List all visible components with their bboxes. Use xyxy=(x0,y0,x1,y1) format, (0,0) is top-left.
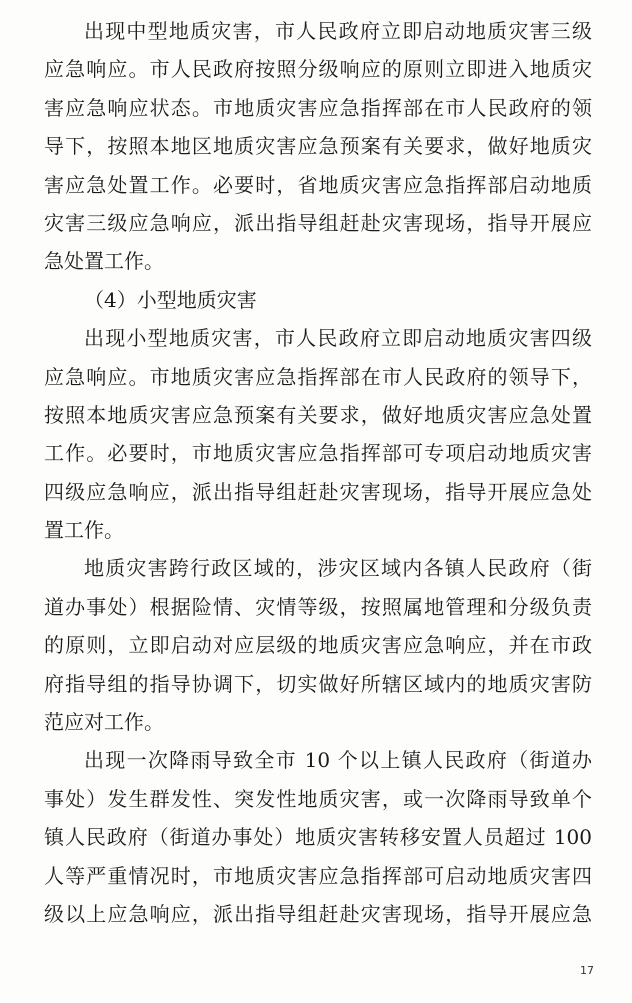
page-number: 17 xyxy=(580,964,594,977)
text-line: 急处置工作。 xyxy=(44,249,164,274)
text-line: 按照本地质灾害应急预案有关要求，做好地质灾害应急处置 xyxy=(44,402,592,427)
text-line: 工作。必要时，市地质灾害应急指挥部可专项启动地质灾害 xyxy=(44,441,592,466)
text-line: 出现一次降雨导致全市 10 个以上镇人民政府（街道办 xyxy=(84,748,592,773)
text-line: 应急响应。市地质灾害应急指挥部在市人民政府的领导下， xyxy=(44,364,592,389)
text-line: 事处）发生群发性、突发性地质灾害，或一次降雨导致单个 xyxy=(44,786,592,811)
section-heading: （4）小型地质灾害 xyxy=(84,287,257,312)
text-line: 害应急响应状态。市地质灾害应急指挥部在市人民政府的领 xyxy=(44,95,592,120)
text-line: 地质灾害跨行政区域的，涉灾区域内各镇人民政府（街 xyxy=(84,556,592,581)
text-line: 道办事处）根据险情、灾情等级，按照属地管理和分级负责 xyxy=(44,594,592,619)
text-line: 灾害三级应急响应，派出指导组赶赴灾害现场，指导开展应 xyxy=(44,210,592,235)
text-line: 出现小型地质灾害，市人民政府立即启动地质灾害四级 xyxy=(84,326,592,351)
text-line: 级以上应急响应，派出指导组赶赴灾害现场，指导开展应急 xyxy=(44,901,592,926)
text-line: 范应对工作。 xyxy=(44,710,164,735)
text-line: 四级应急响应，派出指导组赶赴灾害现场，指导开展应急处 xyxy=(44,479,592,504)
text-line: 害应急处置工作。必要时，省地质灾害应急指挥部启动地质 xyxy=(44,172,592,197)
text-line: 导下，按照本地区地质灾害应急预案有关要求，做好地质灾 xyxy=(44,134,592,159)
text-line: 的原则，立即启动对应层级的地质灾害应急响应，并在市政 xyxy=(44,633,592,658)
text-line: 应急响应。市人民政府按照分级响应的原则立即进入地质灾 xyxy=(44,57,592,82)
text-line: 府指导组的指导协调下，切实做好所辖区域内的地质灾害防 xyxy=(44,671,592,696)
body-text xyxy=(44,12,592,933)
text-line: 镇人民政府（街道办事处）地质灾害转移安置人员超过 100 xyxy=(44,825,592,850)
text-line: 出现中型地质灾害，市人民政府立即启动地质灾害三级 xyxy=(84,19,592,43)
text-line: 人等严重情况时，市地质灾害应急指挥部可启动地质灾害四 xyxy=(44,863,592,888)
text-line: 置工作。 xyxy=(44,518,124,543)
